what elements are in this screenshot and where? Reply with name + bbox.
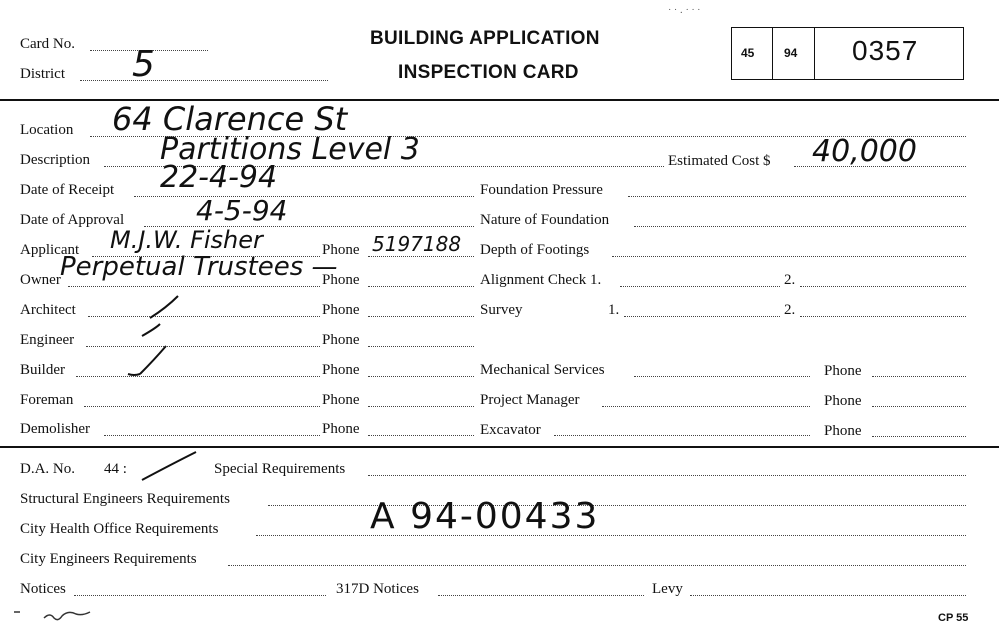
architect-label: Architect <box>20 302 76 318</box>
card-number: 0357 <box>852 35 919 66</box>
box-code-1: 45 <box>741 46 755 60</box>
engineer-label: Engineer <box>20 332 75 348</box>
builder-dotline <box>76 376 320 377</box>
card-no-label: Card No. <box>20 36 75 52</box>
demolisher-phone-dotline <box>368 435 474 436</box>
owner-value: Perpetual Trustees — <box>60 252 338 282</box>
survey-label: Survey <box>480 302 523 318</box>
mech-services-dotline <box>634 376 810 377</box>
nature-foundation-dotline <box>634 226 966 227</box>
architect-phone-label: Phone <box>322 302 360 318</box>
survey-1-label: 1. <box>608 302 620 318</box>
owner-dotline <box>68 286 320 287</box>
scan-mark: ˙ ˙ · ˙ ˙ ˙ <box>668 8 701 19</box>
description-label: Description <box>20 152 90 168</box>
excavator-phone-label: Phone <box>824 423 862 439</box>
district-dotline <box>80 80 328 81</box>
nature-foundation-label: Nature of Foundation <box>480 212 610 228</box>
engineer-phone-dotline <box>368 346 474 347</box>
foreman-dotline <box>84 406 320 407</box>
city-health-label: City Health Office Requirements <box>20 521 219 537</box>
date-approval-label: Date of Approval <box>20 212 125 228</box>
levy-label: Levy <box>652 581 683 597</box>
depth-footings-label: Depth of Footings <box>480 242 590 258</box>
survey-2-label: 2. <box>784 302 796 318</box>
location-label: Location <box>20 122 74 138</box>
applicant-phone-label: Phone <box>322 242 360 258</box>
foreman-phone-dotline <box>368 406 474 407</box>
architect-phone-dotline <box>368 316 474 317</box>
owner-phone-label: Phone <box>322 272 360 288</box>
foundation-pressure-dotline <box>628 196 966 197</box>
form-code: CP 55 <box>938 612 969 624</box>
estimated-cost-label: Estimated Cost $ <box>668 153 771 169</box>
applicant-phone-dotline <box>368 256 474 257</box>
survey-2-dotline <box>800 316 966 317</box>
da-no-prefix: 44 : <box>104 461 127 477</box>
date-receipt-value: 22-4-94 <box>160 160 278 195</box>
project-manager-dotline <box>602 406 810 407</box>
builder-phone-dotline <box>368 376 474 377</box>
location-value: 64 Clarence St <box>112 100 348 138</box>
owner-label: Owner <box>20 272 61 288</box>
mech-services-label: Mechanical Services <box>480 362 605 378</box>
alignment-check-label: Alignment Check 1. <box>480 272 602 288</box>
builder-label: Builder <box>20 362 65 378</box>
city-health-dotline <box>256 535 966 536</box>
special-requirements-label: Special Requirements <box>214 461 346 477</box>
district-value: 5 <box>132 44 155 85</box>
applicant-phone-value: 5197188 <box>372 232 462 256</box>
notices-label: Notices <box>20 581 66 597</box>
alignment-1-dotline <box>620 286 780 287</box>
excavator-label: Excavator <box>480 422 541 438</box>
notices-dotline <box>74 595 326 596</box>
foundation-pressure-label: Foundation Pressure <box>480 182 603 198</box>
alignment-2-label: 2. <box>784 272 796 288</box>
special-requirements-dotline <box>368 475 966 476</box>
description-value: Partitions Level 3 <box>160 132 420 167</box>
city-health-value: A 94-00433 <box>370 496 600 537</box>
owner-phone-dotline <box>368 286 474 287</box>
city-engineers-label: City Engineers Requirements <box>20 551 197 567</box>
mech-phone-dotline <box>872 376 966 377</box>
foreman-label: Foreman <box>20 392 74 408</box>
estimated-cost-value: 40,000 <box>812 134 917 169</box>
alignment-2-dotline <box>800 286 966 287</box>
card-number-box <box>731 27 964 80</box>
title-line1: BUILDING APPLICATION <box>370 28 600 49</box>
notices-317d-dotline <box>438 595 644 596</box>
pm-phone-label: Phone <box>824 393 862 409</box>
date-receipt-dotline <box>134 196 474 197</box>
city-engineers-dotline <box>228 565 966 566</box>
foreman-phone-label: Phone <box>322 392 360 408</box>
applicant-value: M.J.W. Fisher <box>110 226 263 254</box>
date-approval-value: 4-5-94 <box>196 194 288 227</box>
date-receipt-label: Date of Receipt <box>20 182 115 198</box>
depth-footings-dotline <box>612 256 966 257</box>
pm-phone-dotline <box>872 406 966 407</box>
engineer-phone-label: Phone <box>322 332 360 348</box>
survey-1-dotline <box>624 316 780 317</box>
demolisher-phone-label: Phone <box>322 421 360 437</box>
excavator-phone-dotline <box>872 436 966 437</box>
da-no-label: D.A. No. <box>20 461 75 477</box>
demolisher-label: Demolisher <box>20 421 90 437</box>
notices-317d-label: 317D Notices <box>336 581 419 597</box>
da-handwritten-slash <box>136 448 200 484</box>
structural-engineers-label: Structural Engineers Requirements <box>20 491 230 507</box>
title-line2: INSPECTION CARD <box>398 62 579 83</box>
mech-phone-label: Phone <box>824 363 862 379</box>
excavator-dotline <box>554 435 810 436</box>
builder-phone-label: Phone <box>322 362 360 378</box>
bottom-scribble <box>10 604 106 626</box>
applicant-label: Applicant <box>20 242 80 258</box>
demolisher-dotline <box>104 435 320 436</box>
levy-dotline <box>690 595 966 596</box>
handwritten-slash-marks <box>120 290 190 386</box>
district-label: District <box>20 66 65 82</box>
project-manager-label: Project Manager <box>480 392 580 408</box>
box-code-2: 94 <box>784 46 798 60</box>
